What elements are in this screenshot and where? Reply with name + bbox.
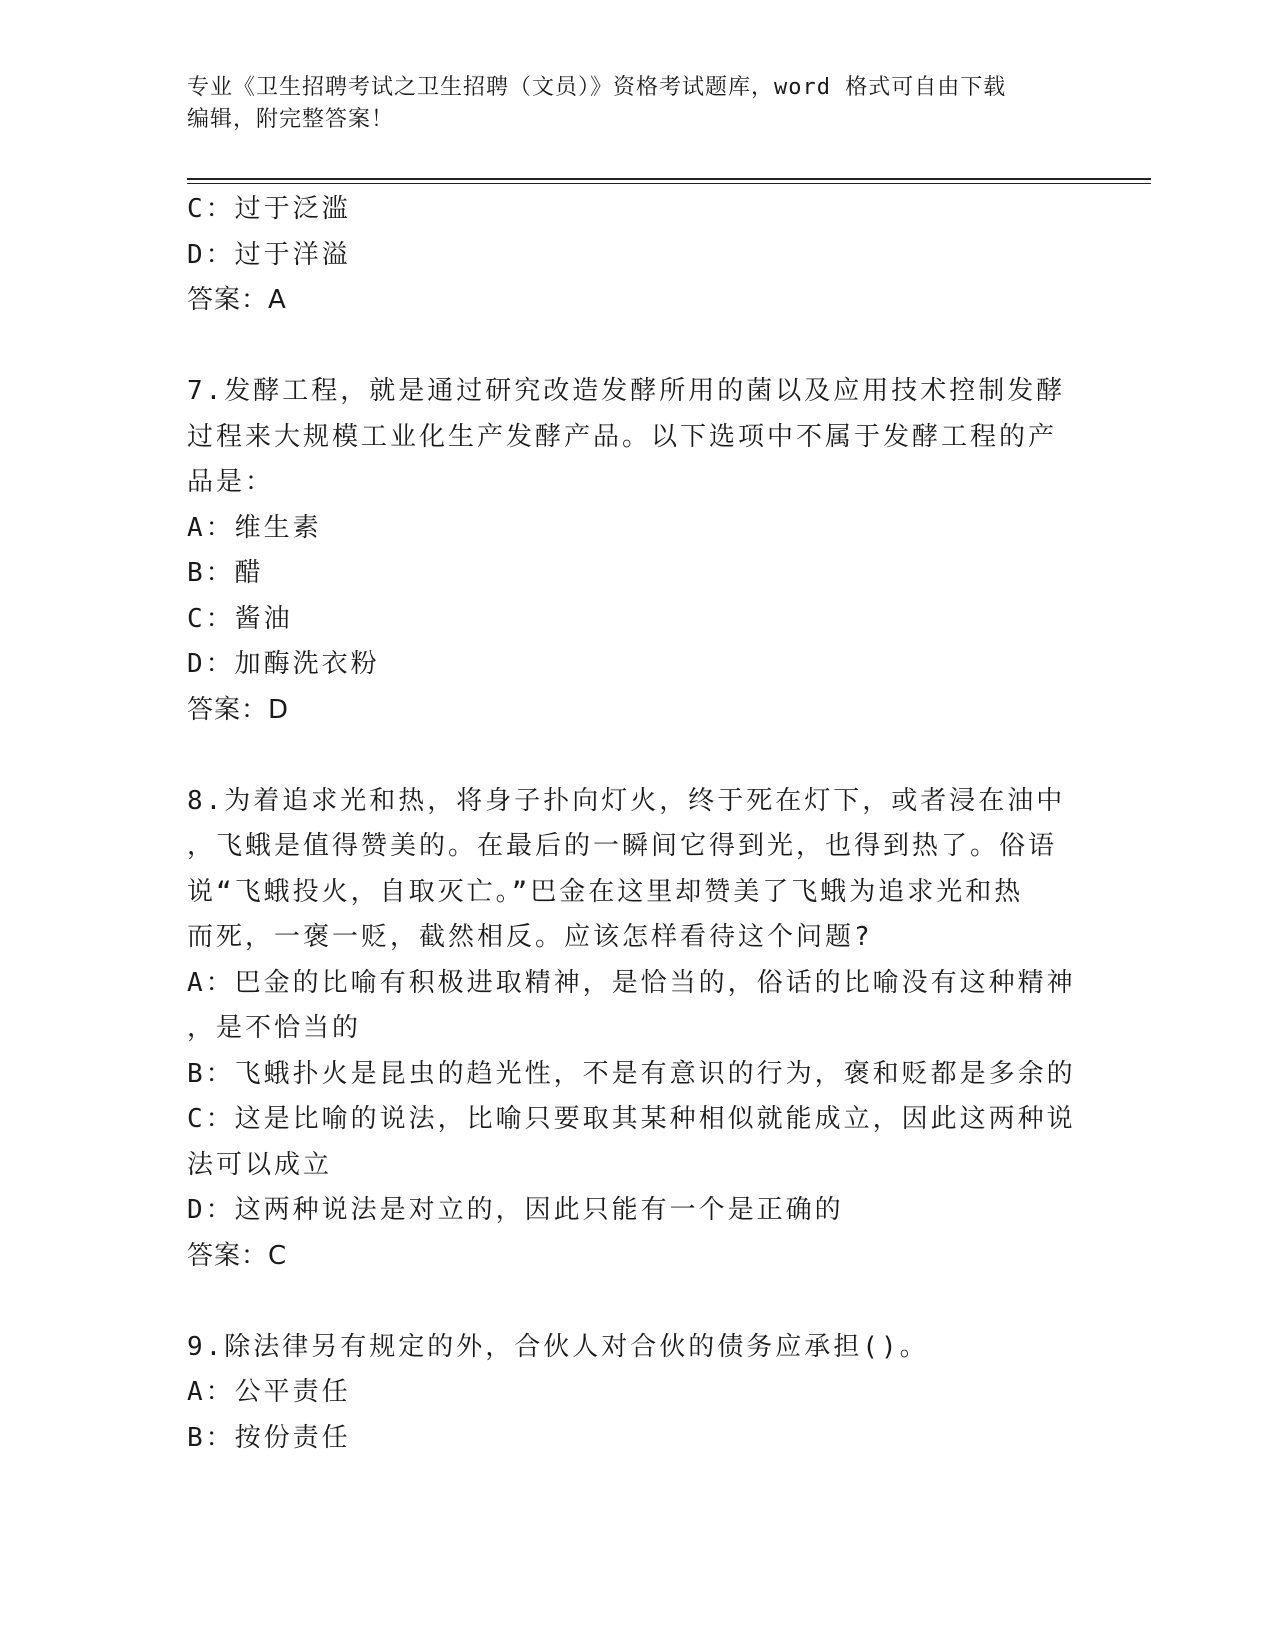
header-divider-thick xyxy=(187,178,1151,180)
option-b: B：按份责任 xyxy=(187,1422,351,1453)
question-stem: 7.发酵工程，就是通过研究改造发酵所用的菌以及应用技术控制发酵 xyxy=(187,376,1066,406)
option-d: D：这两种说法是对立的，因此只能有一个是正确的 xyxy=(187,1195,844,1225)
answer: 答案：D xyxy=(187,694,290,725)
spacer xyxy=(187,733,1077,779)
option-a-continued: ，是不恰当的 xyxy=(187,1013,362,1043)
option-d: D：加酶洗衣粉 xyxy=(187,649,380,679)
option-a: A：维生素 xyxy=(187,512,322,543)
question-8 xyxy=(187,779,1077,1280)
question-stem: 过程来大规模工业化生产发酵产品。以下选项中不属于发酵工程的产 xyxy=(187,421,1058,452)
option-c: C：过于泛滥 xyxy=(187,194,351,224)
question-list xyxy=(187,187,1077,1461)
option-b: B：醋 xyxy=(187,558,264,588)
question-stem: 9.除法律另有规定的外，合伙人对合伙的债务应承担()。 xyxy=(187,1331,929,1362)
option-c: C：这是比喻的说法，比喻只要取其某种相似就能成立，因此这两种说 xyxy=(187,1104,1076,1134)
option-a: A：巴金的比喻有积极进取精神，是恰当的，俗话的比喻没有这种精神 xyxy=(187,967,1076,998)
option-d: D：过于洋溢 xyxy=(187,239,351,270)
option-b: B：飞蛾扑火是昆虫的趋光性，不是有意识的行为，褒和贬都是多余的 xyxy=(187,1058,1076,1089)
question-7 xyxy=(187,369,1077,733)
option-c-continued: 法可以成立 xyxy=(187,1149,333,1180)
header-line-2: 编辑，附完整答案！ xyxy=(187,107,395,132)
question-9 xyxy=(187,1325,1077,1462)
question-stem: 8.为着追求光和热，将身子扑向灯火，终于死在灯下，或者浸在油中 xyxy=(187,785,1066,816)
question-stem: 而死，一褒一贬，截然相反。应该怎样看待这个问题? xyxy=(187,922,873,952)
answer: 答案：A xyxy=(187,285,287,315)
answer: 答案：C xyxy=(187,1240,288,1271)
question-stem: 品是： xyxy=(187,467,275,497)
spacer xyxy=(187,1279,1077,1325)
header-line-1: 专业《卫生招聘考试之卫生招聘（文员）》资格考试题库，word 格式可自由下载 xyxy=(187,75,1007,100)
document-header xyxy=(187,72,1067,136)
question-stem: ，飞蛾是值得赞美的。在最后的一瞬间它得到光，也得到热了。俗语 xyxy=(187,831,1058,861)
option-c: C：酱油 xyxy=(187,603,293,634)
question-stem: 说“飞蛾投火，自取灭亡。”巴金在这里却赞美了飞蛾为追求光和热 xyxy=(187,876,1024,907)
question-6 xyxy=(187,187,1077,324)
header-divider-thin xyxy=(187,183,1151,184)
spacer xyxy=(187,324,1077,370)
option-a: A：公平责任 xyxy=(187,1377,351,1407)
